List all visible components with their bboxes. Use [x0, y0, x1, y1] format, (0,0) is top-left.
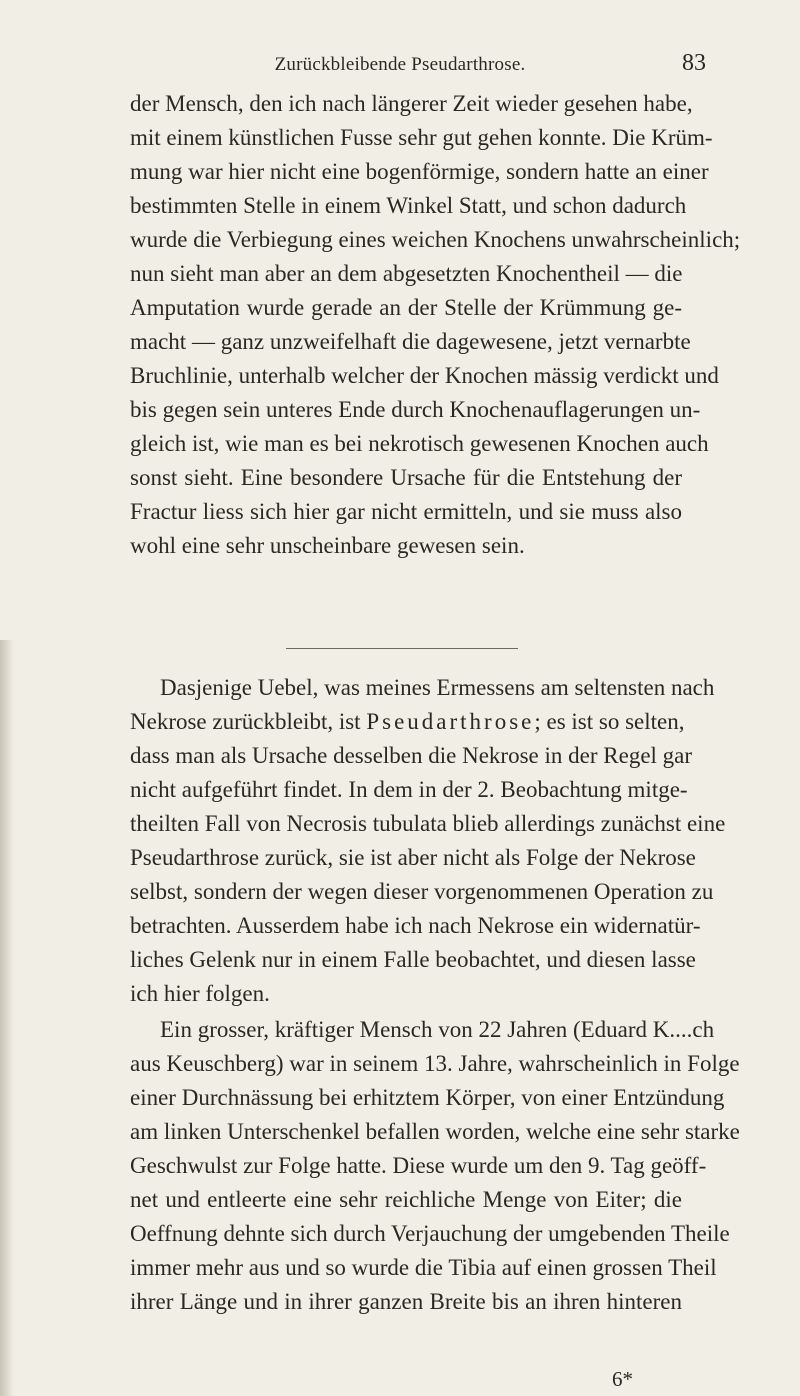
text-line: mit einem künstlichen Fusse sehr gut gehen konnte. Die Krüm- — [130, 125, 713, 150]
text-line: macht — ganz unzweifelhaft die dagewesene, jetzt vernarbte — [130, 329, 691, 354]
text-line: am linken Unterschenkel befallen worden, welche eine sehr starke — [130, 1119, 740, 1144]
text-line: ich hier folgen. — [130, 981, 270, 1006]
text-line: bis gegen sein unteres Ende durch Knochenauflagerungen un- — [130, 397, 701, 422]
text-line: aus Keuschberg) war in seinem 13. Jahre, wahrscheinlich in Folge — [130, 1051, 740, 1076]
text-line: wurde die Verbiegung eines weichen Knochens unwahrscheinlich; — [130, 227, 741, 252]
text-line: Fractur liess sich hier gar nicht ermitteln, und sie muss also — [130, 499, 682, 524]
text-line: der Mensch, den ich nach längerer Zeit wieder gesehen habe, — [130, 91, 693, 116]
text-fragment: ; es ist so selten, — [534, 709, 685, 734]
text-line: dass man als Ursache desselben die Nekrose in der Regel gar — [130, 743, 693, 768]
text-line: einer Durchnässung bei erhitztem Körper, von einer Entzündung — [130, 1085, 725, 1110]
text-line: mung war hier nicht eine bogenförmige, sondern hatte an einer — [130, 159, 709, 184]
text-line: betrachten. Ausserdem habe ich nach Nekrose ein widernatür- — [130, 913, 701, 938]
text-line: Geschwulst zur Folge hatte. Diese wurde um den 9. Tag geöff- — [130, 1153, 707, 1178]
text-line: sonst sieht. Eine besondere Ursache für die Entstehung der — [130, 465, 682, 490]
text-line: Pseudarthrose zurück, sie ist aber nicht als Folge der Nekrose — [130, 845, 696, 870]
text-line: Bruchlinie, unterhalb welcher der Knochen mässig verdickt und — [130, 363, 719, 388]
running-title: Zurückbleibende Pseudarthrose. — [274, 54, 526, 75]
text-line: net und entleerte eine sehr reichliche Menge von Eiter; die — [130, 1187, 682, 1212]
text-line: theilten Fall von Necrosis tubulata blieb allerdings zunächst eine — [130, 811, 726, 836]
text-line: Amputation wurde gerade an der Stelle der Krümmung ge- — [130, 295, 682, 320]
binding-shadow — [0, 640, 14, 1396]
text-line-with-emphasis — [130, 708, 685, 736]
signature-mark: 6* — [612, 1367, 633, 1391]
emphasized-term: Pseudarthrose — [366, 709, 535, 734]
text-line: bestimmten Stelle in einem Winkel Statt, und schon dadurch — [130, 193, 687, 218]
text-line: Oeffnung dehnte sich durch Verjauchung der umgebenden Theile — [130, 1221, 730, 1246]
text-line: immer mehr aus und so wurde die Tibia auf einen grossen Theil — [130, 1255, 717, 1280]
text-line: selbst, sondern der wegen dieser vorgenommenen Operation zu — [130, 879, 714, 904]
text-fragment: Nekrose zurückbleibt, ist — [130, 709, 361, 734]
text-line: wohl eine sehr unscheinbare gewesen sein. — [130, 533, 525, 558]
text-line: gleich ist, wie man es bei nekrotisch gewesenen Knochen auch — [130, 431, 709, 456]
page-number: 83 — [682, 50, 706, 76]
text-line: Dasjenige Uebel, was meines Ermessens am seltensten nach — [160, 675, 715, 700]
text-line: nicht aufgeführt findet. In dem in der 2. Beobachtung mitge- — [130, 777, 688, 802]
text-line: liches Gelenk nur in einem Falle beobachtet, und diesen lasse — [130, 947, 696, 972]
text-line: nun sieht man aber an dem abgesetzten Knochentheil — die — [130, 261, 683, 286]
text-line: Ein grosser, kräftiger Mensch von 22 Jahren (Eduard K....ch — [160, 1017, 715, 1042]
section-divider — [286, 648, 518, 649]
text-line: ihrer Länge und in ihrer ganzen Breite bis an ihren hinteren — [130, 1289, 682, 1314]
